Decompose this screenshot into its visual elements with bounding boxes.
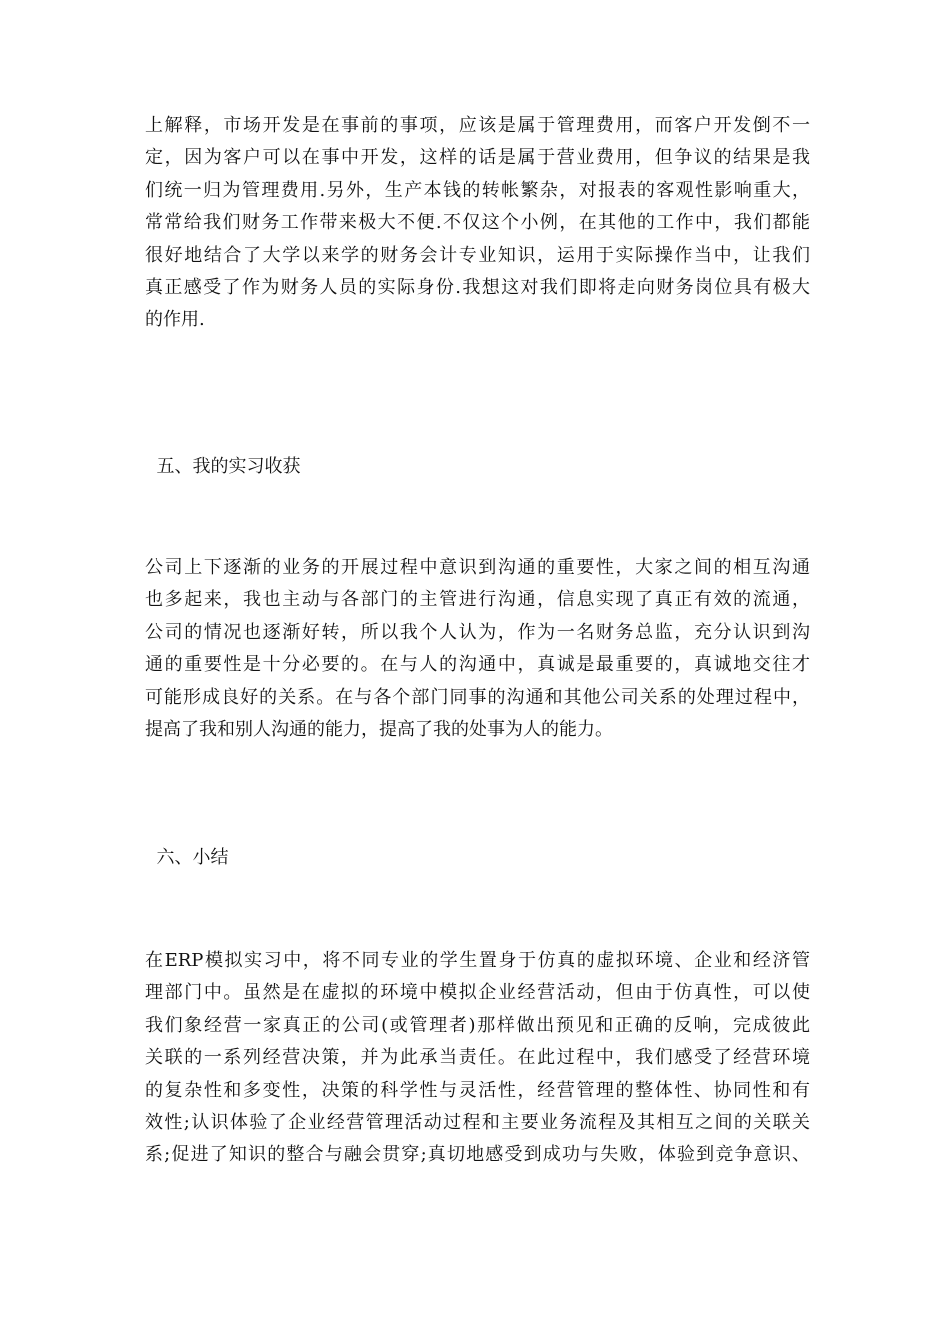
paragraph-line: 的复杂性和多变性，决策的科学性与灵活性，经营管理的整体性、协同性和有 (145, 1079, 810, 1101)
paragraph-line: 关联的一系列经营决策，并为此承当责任。在此过程中，我们感受了经营环境 (145, 1047, 810, 1069)
paragraph-line: 常常给我们财务工作带来极大不便.不仅这个小例，在其他的工作中，我们都能 (145, 212, 810, 234)
paragraph-line: 通的重要性是十分必要的。在与人的沟通中，真诚是最重要的，真诚地交往才 (145, 654, 810, 676)
paragraph-line: 系;促进了知识的整合与融会贯穿;真切地感受到成功与失败，体验到竞争意识、 (145, 1144, 810, 1166)
paragraph-line: 的作用. (145, 309, 205, 331)
paragraph-communication (145, 552, 810, 746)
paragraph-line: 上解释，市场开发是在事前的事项，应该是属于管理费用，而客户开发倒不一 (145, 115, 810, 136)
paragraph-line: 理部门中。虽然是在虚拟的环境中模拟企业经营活动，但由于仿真性，可以使 (145, 982, 810, 1004)
paragraph-line: 提高了我和别人沟通的能力，提高了我的处事为人的能力。 (145, 718, 613, 740)
paragraph-erp-simulation (145, 945, 810, 1172)
paragraph-line: 我们象经营一家真正的公司(或管理者)那样做出预见和正确的反响，完成彼此 (145, 1014, 810, 1036)
paragraph-line: 在ERP模拟实习中，将不同专业的学生置身于仿真的虚拟环境、企业和经济管 (145, 950, 810, 971)
paragraph-line: 效性;认识体验了企业经营管理活动过程和主要业务流程及其相互之间的关联关 (145, 1111, 810, 1133)
paragraph-line: 很好地结合了大学以来学的财务会计专业知识，运用于实际操作当中，让我们 (145, 244, 810, 266)
paragraph-line: 定，因为客户可以在事中开发，这样的话是属于营业费用，但争议的结果是我 (145, 147, 810, 169)
paragraph-line: 公司上下逐渐的业务的开展过程中意识到沟通的重要性，大家之间的相互沟通 (145, 557, 810, 578)
paragraph-line: 可能形成良好的关系。在与各个部门同事的沟通和其他公司关系的处理过程中， (145, 686, 810, 708)
section-heading-summary: 六、小结 (145, 847, 229, 868)
paragraph-line: 真正感受了作为财务人员的实际身份.我想这对我们即将走向财务岗位具有极大 (145, 276, 810, 298)
paragraph-line: 公司的情况也逐渐好转，所以我个人认为，作为一名财务总监，充分认识到沟 (145, 621, 810, 643)
paragraph-line: 们统一归为管理费用.另外，生产本钱的转帐繁杂，对报表的客观性影响重大， (145, 179, 810, 201)
section-heading-internship-gains: 五、我的实习收获 (145, 456, 301, 477)
paragraph-line: 也多起来，我也主动与各部门的主管进行沟通，信息实现了真正有效的流通， (145, 589, 810, 611)
paragraph-accounting-practice (145, 110, 810, 337)
